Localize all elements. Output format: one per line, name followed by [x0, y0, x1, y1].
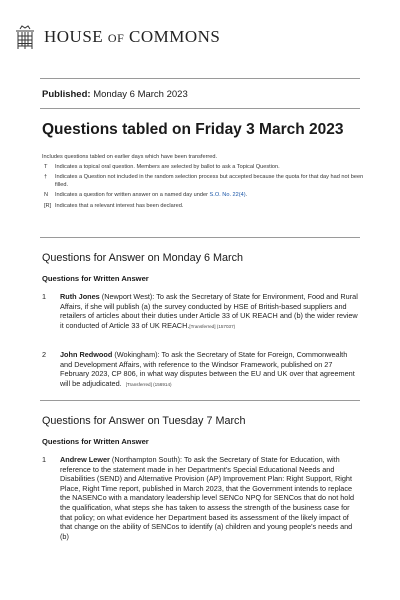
- question-number: 2: [42, 350, 47, 359]
- legend-item: [44, 174, 364, 189]
- org-name-commons: COMMONS: [129, 27, 221, 46]
- section-subheading: Questions for Written Answer: [42, 437, 149, 446]
- intro-text: Includes questions tabled on earlier days which have been transferred.: [42, 154, 218, 160]
- legend-text: Indicates a topical oral question. Members are selected by ballot to ask a Topical Question.: [55, 164, 280, 170]
- member-constituency: (Newport West):: [99, 292, 157, 301]
- question-number: 1: [42, 455, 47, 464]
- section-heading: Questions for Answer on Tuesday 7 March: [42, 415, 246, 427]
- section-subheading: Questions for Written Answer: [42, 274, 149, 283]
- legend-symbol: N: [44, 192, 49, 199]
- portcullis-logo-icon: [14, 24, 36, 50]
- member-name: Ruth Jones: [60, 292, 100, 301]
- member-constituency: (Northampton South):: [109, 455, 184, 464]
- org-name-of: OF: [107, 31, 125, 45]
- question-item: [42, 350, 358, 389]
- member-name: John Redwood: [60, 350, 113, 359]
- legend-text: Indicates a Question not included in the random selection process but accepted because the quota for that day had not been filled.: [55, 174, 364, 188]
- published-date: Monday 6 March 2023: [93, 89, 188, 100]
- top-divider: [40, 78, 360, 79]
- question-tag: [Transferred] (157037): [189, 323, 236, 329]
- question-text: To ask the Secretary of State for Foreign, Commonwealth and Development Affairs, with reference to the Windsor Framework, published on 27 February 2023, CP 806, in what way disputes between the EU and UK over that agreement will be adjudicated.: [60, 350, 355, 388]
- legend-text-after: .: [245, 192, 248, 199]
- legend-symbol: †: [44, 174, 48, 181]
- member-constituency: (Wokingham):: [112, 350, 162, 359]
- legend: [44, 164, 364, 213]
- org-name: [44, 27, 220, 47]
- legend-text: Indicates that a relevant interest has been declared.: [55, 202, 184, 209]
- question-item: [42, 292, 358, 331]
- standing-order-link[interactable]: S.O. No. 22(4): [209, 192, 246, 199]
- org-name-house: HOUSE: [44, 27, 104, 46]
- question-item: [42, 455, 358, 541]
- section-divider: [40, 400, 360, 401]
- page-title: Questions tabled on Friday 3 March 2023: [42, 121, 344, 138]
- legend-item: [44, 203, 364, 210]
- legend-item: [44, 192, 364, 199]
- legend-text: Indicates a question for written answer on a named day under: [55, 192, 210, 199]
- legend-symbol: [R]: [44, 202, 52, 209]
- published-divider: [40, 108, 360, 109]
- legend-symbol: T: [44, 164, 48, 170]
- section-divider: [40, 237, 360, 238]
- masthead: [14, 22, 220, 52]
- question-text: To ask the Secretary of State for Education, with reference to the statement made in her Department's Special Educational Needs and Disabilities (SEND) and Alternative Provision (AP) Improvement Plan: Right Support, Right Place, Right Time report, published in March 2023, that the Government intends to replace the NASENCo with a mandatory leadership level SENCo NPQ for SENCos that do not hold the qualification, what steps she has taken to assess the strength of the business case for that policy; on what evidence her Department based its assessment of the likely impact of that change on the ability of SENCos to identify (a) children and young people's needs and (b): [60, 455, 355, 541]
- legend-item: [44, 164, 364, 171]
- question-number: 1: [42, 292, 47, 301]
- published-line: [42, 89, 188, 100]
- published-label: Published:: [42, 89, 91, 100]
- question-tag: [Transferred] (156914): [125, 381, 172, 387]
- member-name: Andrew Lewer: [60, 455, 110, 464]
- section-heading: Questions for Answer on Monday 6 March: [42, 252, 244, 264]
- question-text: To ask the Secretary of State for Environment, Food and Rural Affairs, if she will publish (a) the survey conducted by HSE of British-based suppliers and retailers of articles about their duties under Article 33 of UK REACH and (b) the wider review it conducted of Article 33 of UK REACH.: [60, 292, 358, 330]
